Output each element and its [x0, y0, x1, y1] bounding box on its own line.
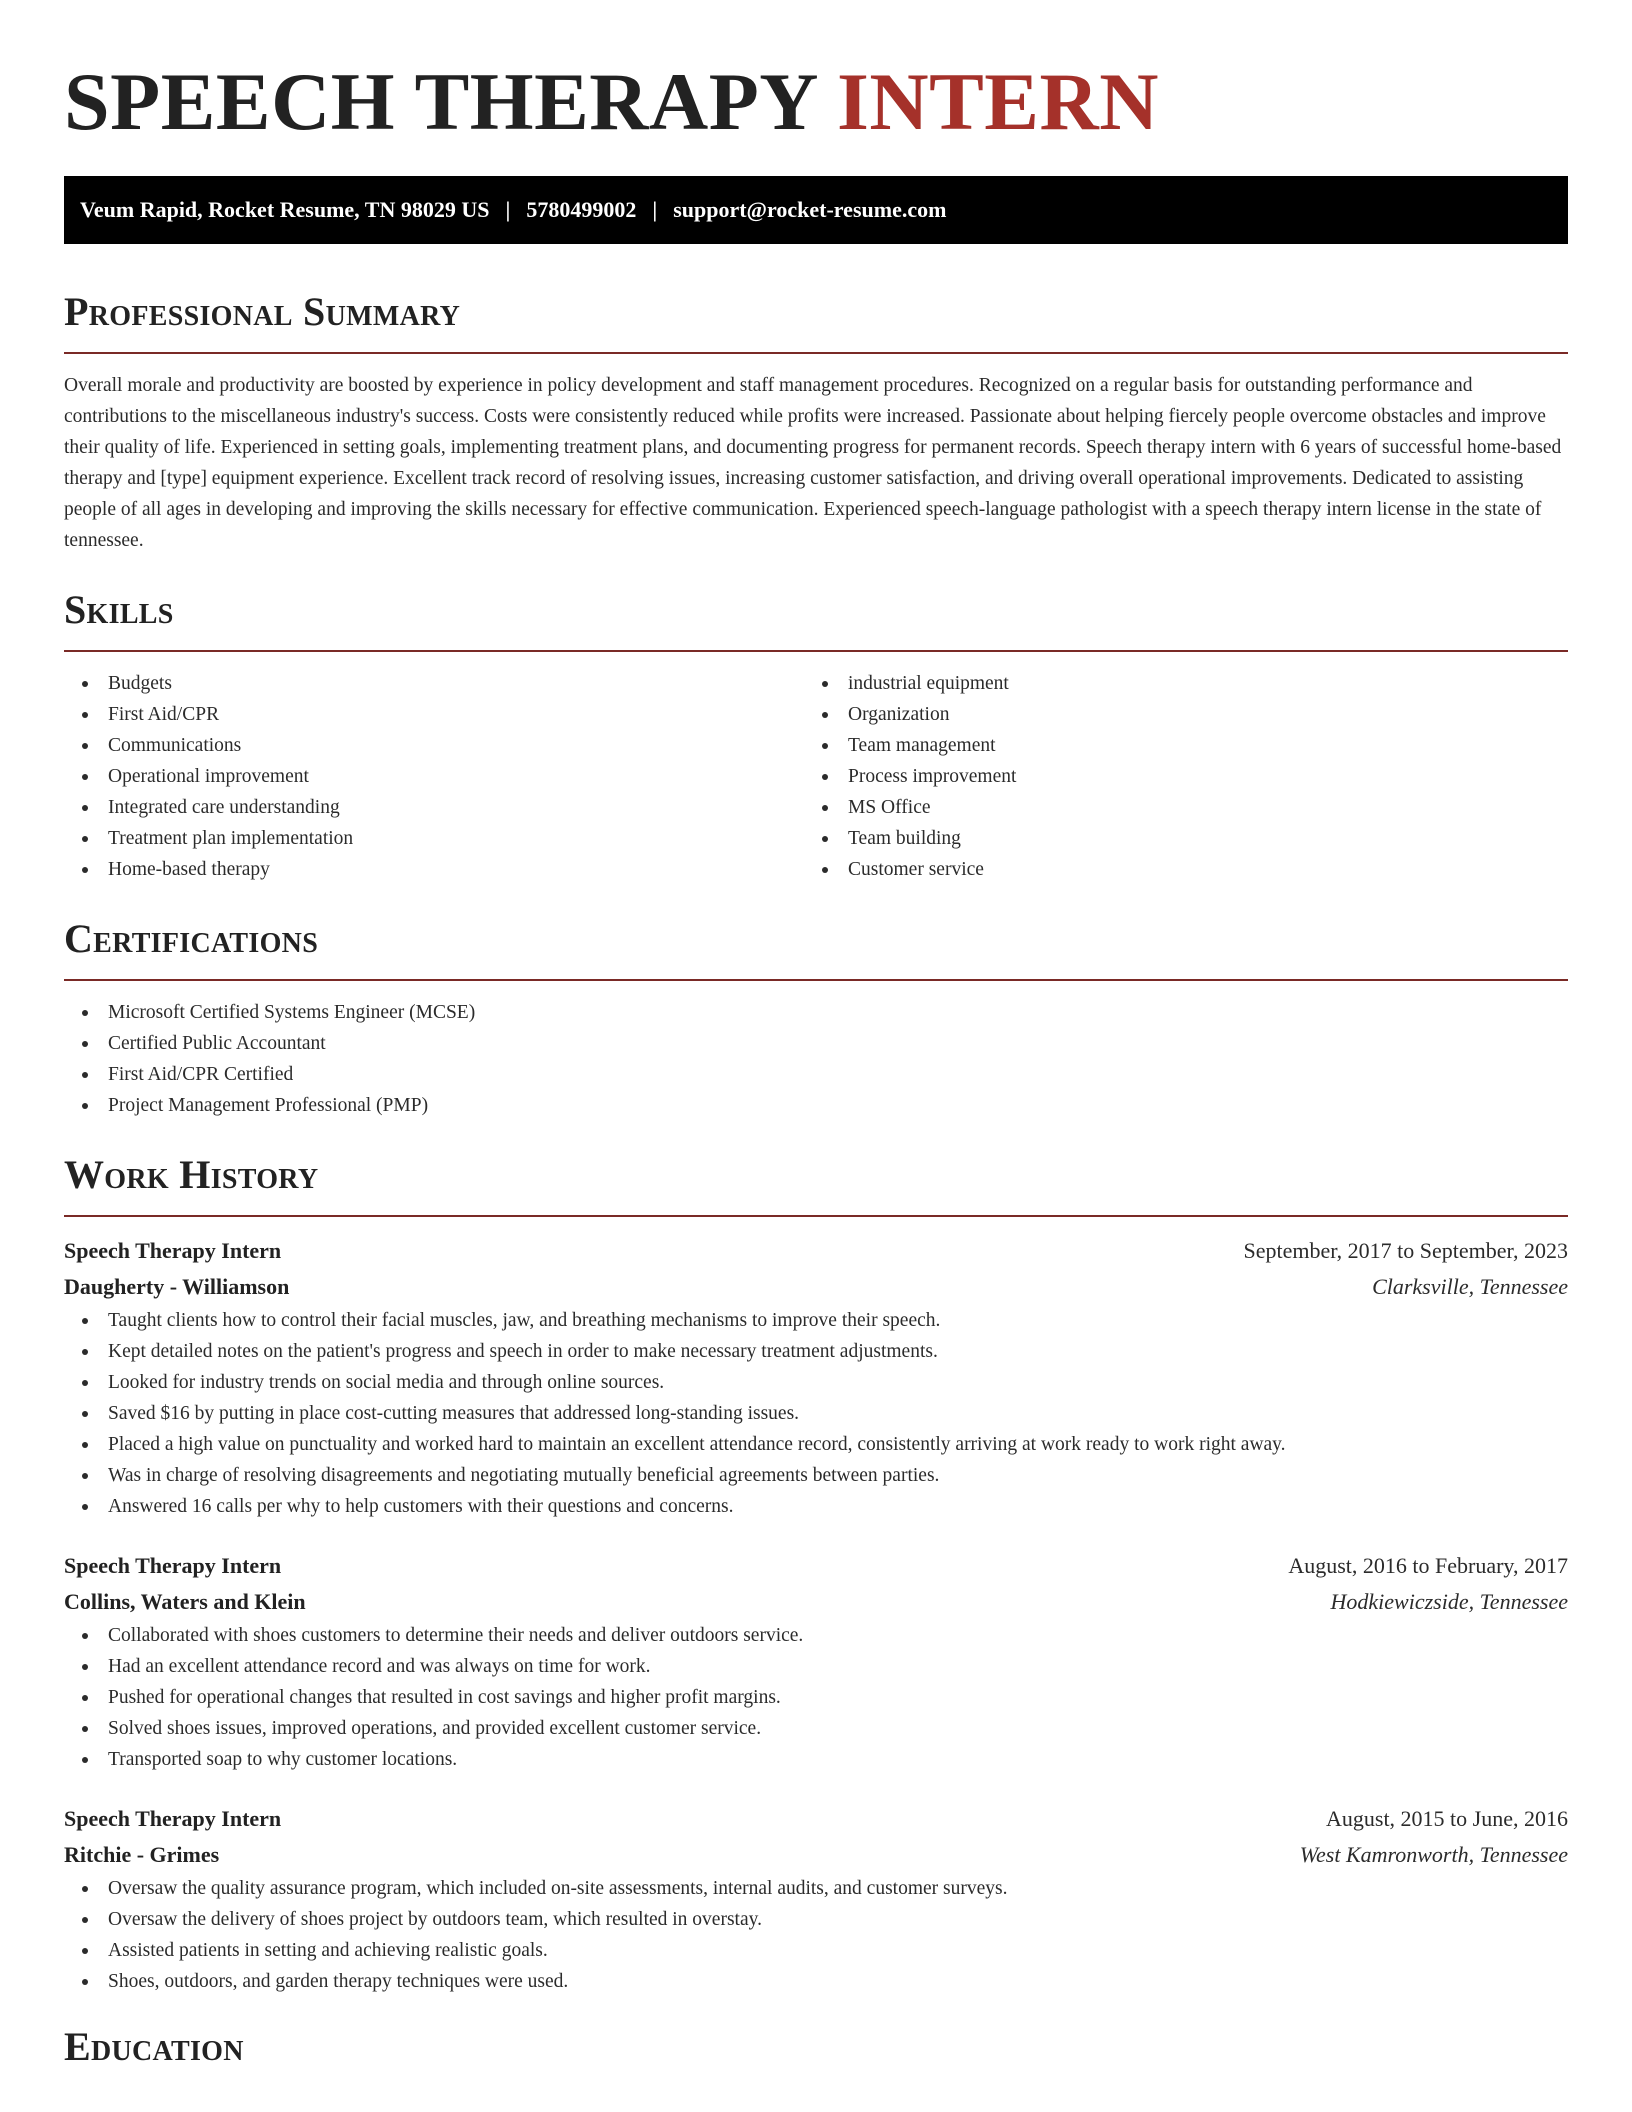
certification-item: First Aid/CPR Certified: [64, 1059, 1568, 1090]
job-company: Daugherty - Williamson: [64, 1274, 290, 1299]
skills-list-right: [804, 668, 1544, 885]
job-bullet: Collaborated with shoes customers to determine their needs and deliver outdoors service.: [64, 1620, 1568, 1651]
candidate-name: [64, 52, 1568, 152]
job-company: Collins, Waters and Klein: [64, 1589, 306, 1614]
skill-item: Communications: [64, 730, 804, 761]
job-company: Ritchie - Grimes: [64, 1842, 220, 1867]
skill-item: Organization: [804, 699, 1544, 730]
job-dates: August, 2015 to June, 2016: [1326, 1806, 1568, 1831]
job-bullet: Looked for industry trends on social media and through online sources.: [64, 1367, 1568, 1398]
skill-item: Operational improvement: [64, 761, 804, 792]
skills-section: [64, 584, 1568, 885]
job-bullet: Oversaw the delivery of shoes project by outdoors team, which resulted in overstay.: [64, 1904, 1568, 1935]
job-header-row: [64, 1801, 1568, 1837]
job-bullet: Kept detailed notes on the patient's progress and speech in order to make necessary treatment adjustments.: [64, 1336, 1568, 1367]
skill-item: Budgets: [64, 668, 804, 699]
job-bullet: Oversaw the quality assurance program, which included on-site assessments, internal audits, and customer surveys.: [64, 1873, 1568, 1904]
section-divider: [64, 1215, 1568, 1217]
job-bullet: Placed a high value on punctuality and worked hard to maintain an excellent attendance record, consistently arriving at work ready to work right away.: [64, 1429, 1568, 1460]
job-bullet-list: [64, 1305, 1568, 1522]
contact-separator: |: [652, 197, 658, 222]
job-bullet: Solved shoes issues, improved operations, and provided excellent customer service.: [64, 1713, 1568, 1744]
skills-grid: [64, 668, 1568, 885]
job-bullet-list: [64, 1620, 1568, 1775]
job-location: Hodkiewiczside, Tennessee: [1330, 1589, 1568, 1614]
job-title: Speech Therapy Intern: [64, 1238, 282, 1263]
job-entry: [64, 1233, 1568, 1522]
job-subheader-row: [64, 1837, 1568, 1873]
job-location: West Kamronworth, Tennessee: [1299, 1842, 1568, 1867]
job-entry: [64, 1801, 1568, 1997]
contact-address: Veum Rapid, Rocket Resume, TN 98029 US: [80, 197, 490, 222]
section-title-skills: Skills: [64, 587, 174, 632]
contact-phone: 5780499002: [526, 197, 637, 222]
section-title-certifications: Certifications: [64, 916, 319, 961]
job-bullet: Shoes, outdoors, and garden therapy techniques were used.: [64, 1966, 1568, 1997]
job-location: Clarksville, Tennessee: [1372, 1274, 1568, 1299]
contact-email[interactable]: support@rocket-resume.com: [673, 197, 947, 222]
skill-item: First Aid/CPR: [64, 699, 804, 730]
section-divider: [64, 979, 1568, 981]
job-dates: August, 2016 to February, 2017: [1288, 1553, 1568, 1578]
contact-bar: [64, 176, 1568, 244]
job-subheader-row: [64, 1584, 1568, 1620]
job-header-row: [64, 1233, 1568, 1269]
skills-list-left: [64, 668, 804, 885]
job-bullet: Assisted patients in setting and achieving realistic goals.: [64, 1935, 1568, 1966]
job-bullet: Pushed for operational changes that resulted in cost savings and higher profit margins.: [64, 1682, 1568, 1713]
job-bullet: Saved $16 by putting in place cost-cutting measures that addressed long-standing issues.: [64, 1398, 1568, 1429]
job-header-row: [64, 1548, 1568, 1584]
job-bullet: Answered 16 calls per why to help customers with their questions and concerns.: [64, 1491, 1568, 1522]
summary-section: [64, 286, 1568, 556]
section-divider: [64, 352, 1568, 354]
job-dates: September, 2017 to September, 2023: [1243, 1238, 1568, 1263]
certification-item: Microsoft Certified Systems Engineer (MCSE): [64, 997, 1568, 1028]
skill-item: Home-based therapy: [64, 854, 804, 885]
job-bullet-list: [64, 1873, 1568, 1997]
job-bullet: Transported soap to why customer locations.: [64, 1744, 1568, 1775]
job-bullet: Was in charge of resolving disagreements and negotiating mutually beneficial agreements between parties.: [64, 1460, 1568, 1491]
job-subheader-row: [64, 1269, 1568, 1305]
certifications-section: [64, 913, 1568, 1121]
job-title: Speech Therapy Intern: [64, 1806, 282, 1831]
job-bullet: Had an excellent attendance record and was always on time for work.: [64, 1651, 1568, 1682]
certification-item: Project Management Professional (PMP): [64, 1090, 1568, 1121]
skill-item: Integrated care understanding: [64, 792, 804, 823]
skill-item: Team building: [804, 823, 1544, 854]
skill-item: MS Office: [804, 792, 1544, 823]
section-title-education: Education: [64, 2024, 244, 2069]
resume-page: [64, 0, 1568, 2073]
section-title-work-history: Work History: [64, 1152, 319, 1197]
skill-item: Customer service: [804, 854, 1544, 885]
summary-text: Overall morale and productivity are boosted by experience in policy development and staff management procedures. Recognized on a regular basis for outstanding performance and contributions to the miscellaneous industry's success. Costs were consistently reduced while profits were increased. Passionate about helping fiercely people overcome obstacles and improve their quality of life. Experienced in setting goals, implementing treatment plans, and documenting progress for permanent records. Speech therapy intern with 6 years of successful home-based therapy and [type] equipment experience. Excellent track record of resolving issues, increasing customer satisfaction, and driving overall operational improvements. Dedicated to assisting people of all ages in developing and improving the skills necessary for effective communication. Experienced speech-language pathologist with a speech therapy intern license in the state of tennessee.: [64, 375, 1562, 551]
skill-item: Treatment plan implementation: [64, 823, 804, 854]
name-main: SPEECH THERAPY: [64, 56, 816, 147]
section-divider: [64, 650, 1568, 652]
job-title: Speech Therapy Intern: [64, 1553, 282, 1578]
contact-separator: |: [505, 197, 511, 222]
education-section: [64, 2021, 1568, 2073]
certification-item: Certified Public Accountant: [64, 1028, 1568, 1059]
name-accent: INTERN: [836, 56, 1159, 147]
skill-item: industrial equipment: [804, 668, 1544, 699]
job-entry: [64, 1548, 1568, 1775]
skill-item: Process improvement: [804, 761, 1544, 792]
job-list: [64, 1233, 1568, 1997]
certifications-list: [64, 997, 1568, 1121]
work-history-section: [64, 1149, 1568, 1997]
section-title-summary: Professional Summary: [64, 289, 461, 334]
skill-item: Team management: [804, 730, 1544, 761]
job-bullet: Taught clients how to control their facial muscles, jaw, and breathing mechanisms to improve their speech.: [64, 1305, 1568, 1336]
